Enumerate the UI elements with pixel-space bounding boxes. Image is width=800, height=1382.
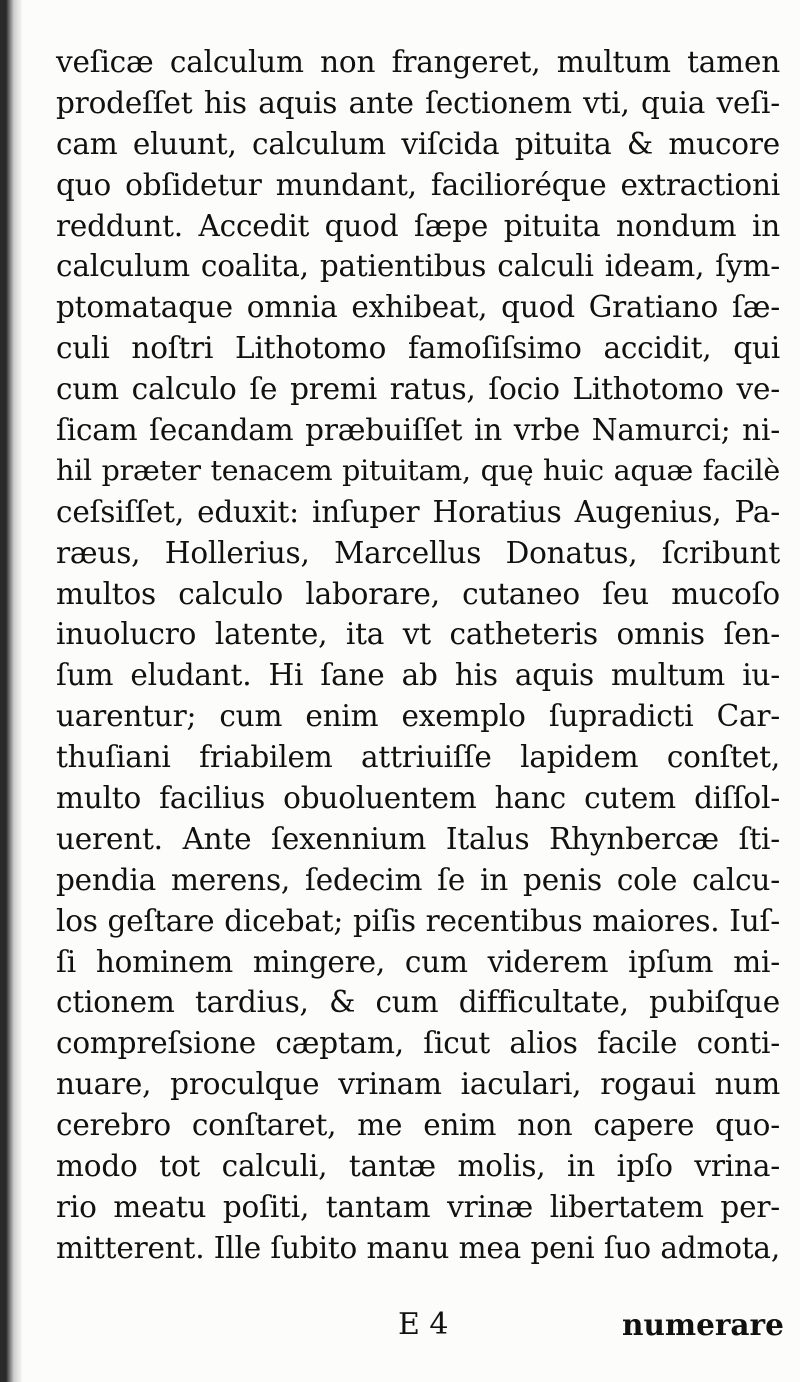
text-line: rio meatu poſiti, tantam vrinæ libertatem per- — [56, 1189, 780, 1224]
text-line: multo facilius obuoluentem hanc cutem diſſol- — [56, 781, 780, 816]
catchword: numerare — [622, 1307, 784, 1342]
text-line: ſicam ſecandam præbuiſſet in vrbe Namurci; ni- — [56, 413, 780, 448]
text-line: pendia merens, ſedecim ſe in penis cole calcu- — [56, 862, 780, 897]
text-line: ſum eludant. Hi ſane ab his aquis multum iu- — [56, 658, 780, 693]
text-line: nuare, proculque vrinam iaculari, rogaui num — [56, 1067, 780, 1102]
text-line: cerebro conſtaret, me enim non capere quo- — [56, 1108, 780, 1143]
text-line: culi noſtri Lithotomo famoſiſsimo accidit, qui — [56, 331, 780, 366]
text-line: uerent. Ante ſexennium Italus Rhynbercæ ſti- — [56, 821, 780, 856]
text-line: ptomataque omnia exhibeat, quod Gratiano ſæ- — [56, 290, 780, 325]
text-line: calculum coalita, patientibus calculi ideam, ſym- — [56, 249, 780, 284]
text-line: ræus, Hollerius, Marcellus Donatus, ſcribunt — [56, 535, 780, 570]
text-line: ctionem tardius, & cum difficultate, pubiſque — [56, 985, 780, 1020]
text-line: multos calculo laborare, cutaneo ſeu mucoſo — [56, 576, 780, 611]
text-line: ſi hominem mingere, cum viderem ipſum mi- — [56, 944, 780, 979]
binding-gutter — [0, 0, 22, 1382]
text-line: los geſtare dicebat; piſis recentibus maiores. Iuſ- — [56, 903, 780, 938]
text-line: thuſiani friabilem attriuiſſe lapidem conſtet, — [56, 740, 780, 775]
text-line: reddunt. Accedit quod ſæpe pituita nondum in — [56, 208, 780, 243]
text-line: inuolucro latente, ita vt catheteris omnis ſen- — [56, 617, 780, 652]
body-text — [56, 42, 780, 1269]
page-footer — [0, 1303, 800, 1347]
text-line: mitterent. Ille ſubito manu mea peni ſuo admota, — [56, 1230, 780, 1265]
text-line: cam eluunt, calculum viſcida pituita & mucore — [56, 126, 780, 161]
text-line: uarentur; cum enim exemplo ſupradicti Car- — [56, 699, 780, 734]
signature-mark: E 4 — [398, 1307, 449, 1342]
text-line: quo obſidetur mundant, facilioréque extractioni — [56, 167, 780, 202]
text-line: ceſsiſſet, eduxit: inſuper Horatius Augenius, Pa- — [56, 494, 780, 529]
text-line: hil præter tenacem pituitam, quę huic aquæ facilè — [56, 453, 780, 487]
text-line: compreſsione cæptam, ſicut alios facile conti- — [56, 1026, 780, 1061]
text-line: prodeſſet his aquis ante ſectionem vti, quia veſi- — [56, 85, 780, 120]
text-line: veſicæ calculum non frangeret, multum tamen — [56, 45, 780, 79]
text-line: cum calculo ſe premi ratus, ſocio Lithotomo ve- — [56, 372, 780, 407]
text-line: modo tot calculi, tantæ molis, in ipſo vrina- — [56, 1149, 780, 1184]
